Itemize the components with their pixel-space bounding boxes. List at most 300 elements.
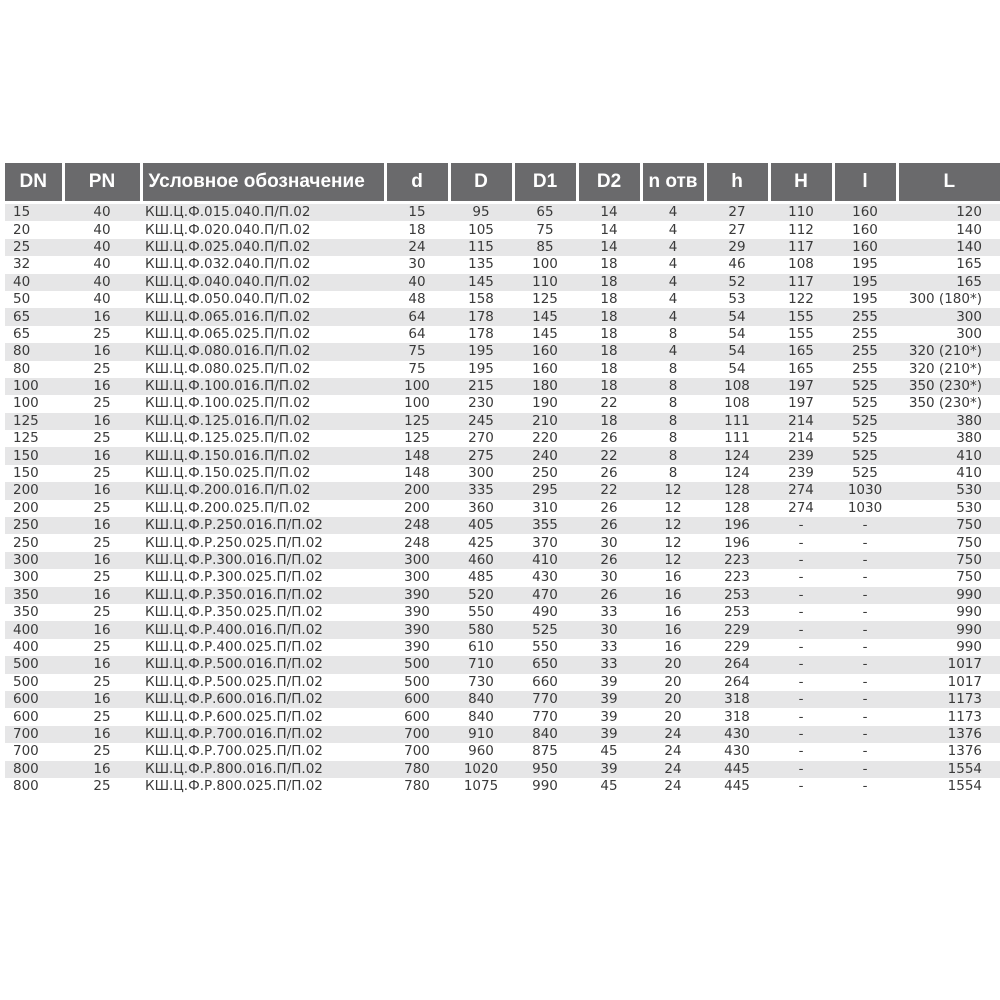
- cell-pn: 25: [63, 604, 141, 621]
- cell-H: 214: [769, 430, 833, 447]
- cell-l: 255: [833, 308, 897, 325]
- cell-holes: 20: [641, 656, 705, 673]
- cell-designation: КШ.Ц.Ф.Р.800.025.П/П.02: [141, 778, 385, 795]
- cell-d: 64: [385, 308, 449, 325]
- cell-D1: 875: [513, 743, 577, 760]
- cell-holes: 20: [641, 691, 705, 708]
- cell-h: 229: [705, 621, 769, 638]
- cell-dn: 20: [5, 221, 63, 238]
- cell-D: 178: [449, 326, 513, 343]
- cell-D: 195: [449, 361, 513, 378]
- cell-L: 1376: [897, 726, 1000, 743]
- cell-dn: 80: [5, 343, 63, 360]
- cell-holes: 8: [641, 465, 705, 482]
- cell-h: 229: [705, 639, 769, 656]
- cell-l: 160: [833, 239, 897, 256]
- cell-h: 54: [705, 308, 769, 325]
- cell-D: 425: [449, 534, 513, 551]
- cell-l: -: [833, 621, 897, 638]
- cell-D1: 110: [513, 274, 577, 291]
- header-designation: Условное обозначение: [141, 163, 385, 203]
- cell-holes: 8: [641, 326, 705, 343]
- table-row: [5, 761, 1000, 778]
- cell-holes: 4: [641, 203, 705, 222]
- cell-D: 145: [449, 274, 513, 291]
- table-row: [5, 517, 1000, 534]
- cell-H: 122: [769, 291, 833, 308]
- cell-designation: КШ.Ц.Ф.Р.350.016.П/П.02: [141, 587, 385, 604]
- header-L: L: [897, 163, 1000, 203]
- cell-L: 320 (210*): [897, 343, 1000, 360]
- header-D2: D2: [577, 163, 641, 203]
- header-holes: n отв: [641, 163, 705, 203]
- table-row: [5, 604, 1000, 621]
- cell-D2: 39: [577, 691, 641, 708]
- cell-l: -: [833, 517, 897, 534]
- cell-L: 350 (230*): [897, 395, 1000, 412]
- cell-dn: 500: [5, 656, 63, 673]
- cell-h: 124: [705, 447, 769, 464]
- cell-dn: 65: [5, 326, 63, 343]
- cell-D2: 18: [577, 343, 641, 360]
- cell-designation: КШ.Ц.Ф.Р.500.025.П/П.02: [141, 674, 385, 691]
- cell-designation: КШ.Ц.Ф.Р.250.025.П/П.02: [141, 534, 385, 551]
- table-row: [5, 395, 1000, 412]
- cell-dn: 15: [5, 203, 63, 222]
- cell-D: 730: [449, 674, 513, 691]
- cell-holes: 16: [641, 569, 705, 586]
- cell-L: 300: [897, 326, 1000, 343]
- spec-table-container: [5, 163, 1000, 795]
- cell-H: 165: [769, 343, 833, 360]
- cell-D: 1075: [449, 778, 513, 795]
- cell-pn: 25: [63, 743, 141, 760]
- spec-table: [5, 163, 1000, 795]
- cell-holes: 8: [641, 413, 705, 430]
- cell-pn: 25: [63, 639, 141, 656]
- cell-designation: КШ.Ц.Ф.032.040.П/П.02: [141, 256, 385, 273]
- cell-pn: 16: [63, 691, 141, 708]
- table-row: [5, 569, 1000, 586]
- header-D: D: [449, 163, 513, 203]
- cell-dn: 700: [5, 726, 63, 743]
- cell-L: 1173: [897, 691, 1000, 708]
- cell-d: 600: [385, 691, 449, 708]
- cell-d: 75: [385, 361, 449, 378]
- cell-dn: 350: [5, 604, 63, 621]
- cell-l: 255: [833, 326, 897, 343]
- cell-D: 195: [449, 343, 513, 360]
- cell-L: 750: [897, 534, 1000, 551]
- cell-D2: 45: [577, 778, 641, 795]
- cell-L: 1554: [897, 761, 1000, 778]
- cell-H: -: [769, 691, 833, 708]
- cell-L: 300 (180*): [897, 291, 1000, 308]
- cell-dn: 80: [5, 361, 63, 378]
- cell-D2: 39: [577, 674, 641, 691]
- cell-d: 125: [385, 430, 449, 447]
- cell-h: 52: [705, 274, 769, 291]
- cell-h: 430: [705, 743, 769, 760]
- header-D1: D1: [513, 163, 577, 203]
- cell-d: 500: [385, 674, 449, 691]
- cell-D: 245: [449, 413, 513, 430]
- cell-L: 990: [897, 587, 1000, 604]
- table-header: [5, 163, 1000, 203]
- cell-D1: 430: [513, 569, 577, 586]
- cell-holes: 24: [641, 726, 705, 743]
- cell-pn: 25: [63, 500, 141, 517]
- cell-L: 1376: [897, 743, 1000, 760]
- cell-D2: 18: [577, 413, 641, 430]
- cell-D: 275: [449, 447, 513, 464]
- cell-pn: 16: [63, 378, 141, 395]
- cell-L: 1173: [897, 708, 1000, 725]
- cell-l: 255: [833, 361, 897, 378]
- cell-h: 46: [705, 256, 769, 273]
- cell-holes: 24: [641, 761, 705, 778]
- cell-dn: 800: [5, 778, 63, 795]
- table-row: [5, 656, 1000, 673]
- cell-D: 1020: [449, 761, 513, 778]
- cell-l: -: [833, 726, 897, 743]
- cell-L: 990: [897, 621, 1000, 638]
- cell-H: 110: [769, 203, 833, 222]
- cell-dn: 125: [5, 430, 63, 447]
- cell-L: 530: [897, 500, 1000, 517]
- cell-holes: 4: [641, 308, 705, 325]
- cell-H: -: [769, 639, 833, 656]
- cell-D: 115: [449, 239, 513, 256]
- cell-D: 300: [449, 465, 513, 482]
- cell-D: 270: [449, 430, 513, 447]
- cell-holes: 12: [641, 517, 705, 534]
- cell-dn: 200: [5, 500, 63, 517]
- cell-D2: 39: [577, 726, 641, 743]
- cell-H: -: [769, 674, 833, 691]
- cell-L: 1554: [897, 778, 1000, 795]
- cell-D: 840: [449, 708, 513, 725]
- cell-d: 75: [385, 343, 449, 360]
- cell-pn: 16: [63, 621, 141, 638]
- cell-L: 300: [897, 308, 1000, 325]
- cell-dn: 400: [5, 639, 63, 656]
- cell-l: -: [833, 604, 897, 621]
- cell-l: 525: [833, 378, 897, 395]
- cell-holes: 20: [641, 674, 705, 691]
- cell-h: 128: [705, 500, 769, 517]
- cell-H: 214: [769, 413, 833, 430]
- cell-d: 780: [385, 778, 449, 795]
- cell-pn: 16: [63, 482, 141, 499]
- cell-dn: 25: [5, 239, 63, 256]
- table-row: [5, 674, 1000, 691]
- cell-D2: 18: [577, 361, 641, 378]
- cell-pn: 25: [63, 674, 141, 691]
- cell-D: 230: [449, 395, 513, 412]
- cell-h: 264: [705, 656, 769, 673]
- cell-designation: КШ.Ц.Ф.Р.250.016.П/П.02: [141, 517, 385, 534]
- cell-D1: 650: [513, 656, 577, 673]
- cell-H: 155: [769, 326, 833, 343]
- cell-holes: 12: [641, 482, 705, 499]
- cell-pn: 16: [63, 447, 141, 464]
- cell-D: 710: [449, 656, 513, 673]
- cell-dn: 200: [5, 482, 63, 499]
- cell-holes: 8: [641, 395, 705, 412]
- cell-D: 610: [449, 639, 513, 656]
- cell-D2: 18: [577, 274, 641, 291]
- cell-D1: 65: [513, 203, 577, 222]
- cell-designation: КШ.Ц.Ф.065.016.П/П.02: [141, 308, 385, 325]
- cell-D2: 33: [577, 639, 641, 656]
- cell-H: 108: [769, 256, 833, 273]
- cell-l: -: [833, 761, 897, 778]
- cell-H: 112: [769, 221, 833, 238]
- cell-l: 195: [833, 274, 897, 291]
- cell-holes: 4: [641, 291, 705, 308]
- cell-dn: 32: [5, 256, 63, 273]
- table-row: [5, 447, 1000, 464]
- cell-D: 550: [449, 604, 513, 621]
- cell-D2: 30: [577, 621, 641, 638]
- cell-L: 320 (210*): [897, 361, 1000, 378]
- cell-designation: КШ.Ц.Ф.Р.400.016.П/П.02: [141, 621, 385, 638]
- table-row: [5, 430, 1000, 447]
- cell-D1: 660: [513, 674, 577, 691]
- cell-L: 165: [897, 256, 1000, 273]
- cell-D1: 100: [513, 256, 577, 273]
- cell-D1: 85: [513, 239, 577, 256]
- cell-h: 445: [705, 778, 769, 795]
- cell-designation: КШ.Ц.Ф.Р.600.025.П/П.02: [141, 708, 385, 725]
- cell-H: 117: [769, 239, 833, 256]
- cell-L: 750: [897, 552, 1000, 569]
- cell-H: 155: [769, 308, 833, 325]
- cell-pn: 40: [63, 203, 141, 222]
- cell-D: 405: [449, 517, 513, 534]
- cell-d: 148: [385, 447, 449, 464]
- table-row: [5, 552, 1000, 569]
- table-body: [5, 203, 1000, 796]
- cell-L: 750: [897, 569, 1000, 586]
- cell-designation: КШ.Ц.Ф.150.016.П/П.02: [141, 447, 385, 464]
- cell-H: -: [769, 534, 833, 551]
- cell-h: 223: [705, 552, 769, 569]
- table-row: [5, 203, 1000, 222]
- cell-H: 239: [769, 465, 833, 482]
- cell-D1: 550: [513, 639, 577, 656]
- cell-D: 95: [449, 203, 513, 222]
- cell-h: 27: [705, 221, 769, 238]
- cell-d: 500: [385, 656, 449, 673]
- table-row: [5, 361, 1000, 378]
- header-row: [5, 163, 1000, 203]
- table-row: [5, 326, 1000, 343]
- cell-d: 390: [385, 587, 449, 604]
- cell-dn: 125: [5, 413, 63, 430]
- header-h: h: [705, 163, 769, 203]
- cell-l: 195: [833, 291, 897, 308]
- cell-L: 1017: [897, 674, 1000, 691]
- cell-dn: 100: [5, 395, 63, 412]
- cell-L: 750: [897, 517, 1000, 534]
- cell-D1: 490: [513, 604, 577, 621]
- cell-pn: 16: [63, 343, 141, 360]
- cell-D1: 525: [513, 621, 577, 638]
- cell-h: 54: [705, 361, 769, 378]
- cell-D: 215: [449, 378, 513, 395]
- cell-holes: 4: [641, 343, 705, 360]
- cell-D1: 160: [513, 343, 577, 360]
- cell-holes: 4: [641, 221, 705, 238]
- cell-d: 40: [385, 274, 449, 291]
- cell-h: 111: [705, 430, 769, 447]
- cell-designation: КШ.Ц.Ф.Р.600.016.П/П.02: [141, 691, 385, 708]
- cell-h: 196: [705, 517, 769, 534]
- cell-H: -: [769, 708, 833, 725]
- cell-D2: 14: [577, 203, 641, 222]
- table-row: [5, 274, 1000, 291]
- cell-designation: КШ.Ц.Ф.040.040.П/П.02: [141, 274, 385, 291]
- cell-d: 300: [385, 552, 449, 569]
- cell-D1: 240: [513, 447, 577, 464]
- cell-H: 239: [769, 447, 833, 464]
- cell-h: 318: [705, 708, 769, 725]
- cell-L: 990: [897, 604, 1000, 621]
- cell-D1: 190: [513, 395, 577, 412]
- cell-D2: 18: [577, 308, 641, 325]
- cell-h: 253: [705, 587, 769, 604]
- cell-designation: КШ.Ц.Ф.125.025.П/П.02: [141, 430, 385, 447]
- cell-D2: 14: [577, 221, 641, 238]
- cell-d: 700: [385, 726, 449, 743]
- cell-d: 248: [385, 534, 449, 551]
- cell-D: 460: [449, 552, 513, 569]
- cell-d: 700: [385, 743, 449, 760]
- cell-pn: 16: [63, 308, 141, 325]
- cell-l: -: [833, 691, 897, 708]
- cell-pn: 40: [63, 239, 141, 256]
- cell-D1: 310: [513, 500, 577, 517]
- cell-holes: 24: [641, 743, 705, 760]
- cell-H: -: [769, 726, 833, 743]
- cell-l: -: [833, 534, 897, 551]
- cell-h: 108: [705, 395, 769, 412]
- cell-L: 410: [897, 447, 1000, 464]
- cell-D1: 145: [513, 308, 577, 325]
- cell-dn: 300: [5, 552, 63, 569]
- header-dn: DN: [5, 163, 63, 203]
- cell-D1: 75: [513, 221, 577, 238]
- cell-designation: КШ.Ц.Ф.080.016.П/П.02: [141, 343, 385, 360]
- cell-H: -: [769, 587, 833, 604]
- cell-d: 24: [385, 239, 449, 256]
- cell-H: -: [769, 569, 833, 586]
- cell-D: 105: [449, 221, 513, 238]
- cell-D2: 30: [577, 534, 641, 551]
- cell-H: -: [769, 621, 833, 638]
- cell-D2: 18: [577, 326, 641, 343]
- cell-D2: 18: [577, 291, 641, 308]
- cell-d: 18: [385, 221, 449, 238]
- cell-d: 100: [385, 378, 449, 395]
- cell-h: 54: [705, 326, 769, 343]
- cell-l: 525: [833, 395, 897, 412]
- table-row: [5, 256, 1000, 273]
- cell-D1: 125: [513, 291, 577, 308]
- cell-pn: 16: [63, 726, 141, 743]
- cell-pn: 25: [63, 430, 141, 447]
- cell-d: 200: [385, 500, 449, 517]
- cell-H: 117: [769, 274, 833, 291]
- cell-D2: 26: [577, 430, 641, 447]
- cell-h: 445: [705, 761, 769, 778]
- cell-D1: 370: [513, 534, 577, 551]
- cell-D2: 26: [577, 552, 641, 569]
- cell-h: 128: [705, 482, 769, 499]
- cell-dn: 50: [5, 291, 63, 308]
- cell-D2: 18: [577, 378, 641, 395]
- cell-D1: 220: [513, 430, 577, 447]
- cell-pn: 16: [63, 413, 141, 430]
- cell-l: 1030: [833, 500, 897, 517]
- cell-D1: 410: [513, 552, 577, 569]
- cell-dn: 250: [5, 517, 63, 534]
- cell-D2: 39: [577, 761, 641, 778]
- cell-d: 200: [385, 482, 449, 499]
- table-row: [5, 500, 1000, 517]
- cell-L: 165: [897, 274, 1000, 291]
- cell-dn: 65: [5, 308, 63, 325]
- cell-d: 248: [385, 517, 449, 534]
- cell-H: 274: [769, 500, 833, 517]
- cell-L: 380: [897, 430, 1000, 447]
- cell-h: 29: [705, 239, 769, 256]
- cell-D1: 950: [513, 761, 577, 778]
- cell-d: 390: [385, 604, 449, 621]
- cell-D1: 770: [513, 708, 577, 725]
- cell-D1: 355: [513, 517, 577, 534]
- cell-h: 108: [705, 378, 769, 395]
- cell-holes: 12: [641, 500, 705, 517]
- cell-l: -: [833, 674, 897, 691]
- cell-L: 530: [897, 482, 1000, 499]
- cell-D2: 30: [577, 569, 641, 586]
- cell-D: 178: [449, 308, 513, 325]
- cell-holes: 20: [641, 708, 705, 725]
- cell-D2: 39: [577, 708, 641, 725]
- cell-h: 223: [705, 569, 769, 586]
- cell-designation: КШ.Ц.Ф.200.016.П/П.02: [141, 482, 385, 499]
- table-row: [5, 465, 1000, 482]
- cell-dn: 700: [5, 743, 63, 760]
- cell-pn: 25: [63, 778, 141, 795]
- table-row: [5, 743, 1000, 760]
- cell-H: -: [769, 604, 833, 621]
- cell-H: -: [769, 517, 833, 534]
- cell-designation: КШ.Ц.Ф.Р.700.025.П/П.02: [141, 743, 385, 760]
- cell-l: 160: [833, 203, 897, 222]
- cell-dn: 600: [5, 691, 63, 708]
- cell-holes: 8: [641, 430, 705, 447]
- cell-designation: КШ.Ц.Ф.125.016.П/П.02: [141, 413, 385, 430]
- cell-holes: 4: [641, 256, 705, 273]
- cell-d: 390: [385, 621, 449, 638]
- cell-H: -: [769, 656, 833, 673]
- cell-d: 125: [385, 413, 449, 430]
- cell-dn: 350: [5, 587, 63, 604]
